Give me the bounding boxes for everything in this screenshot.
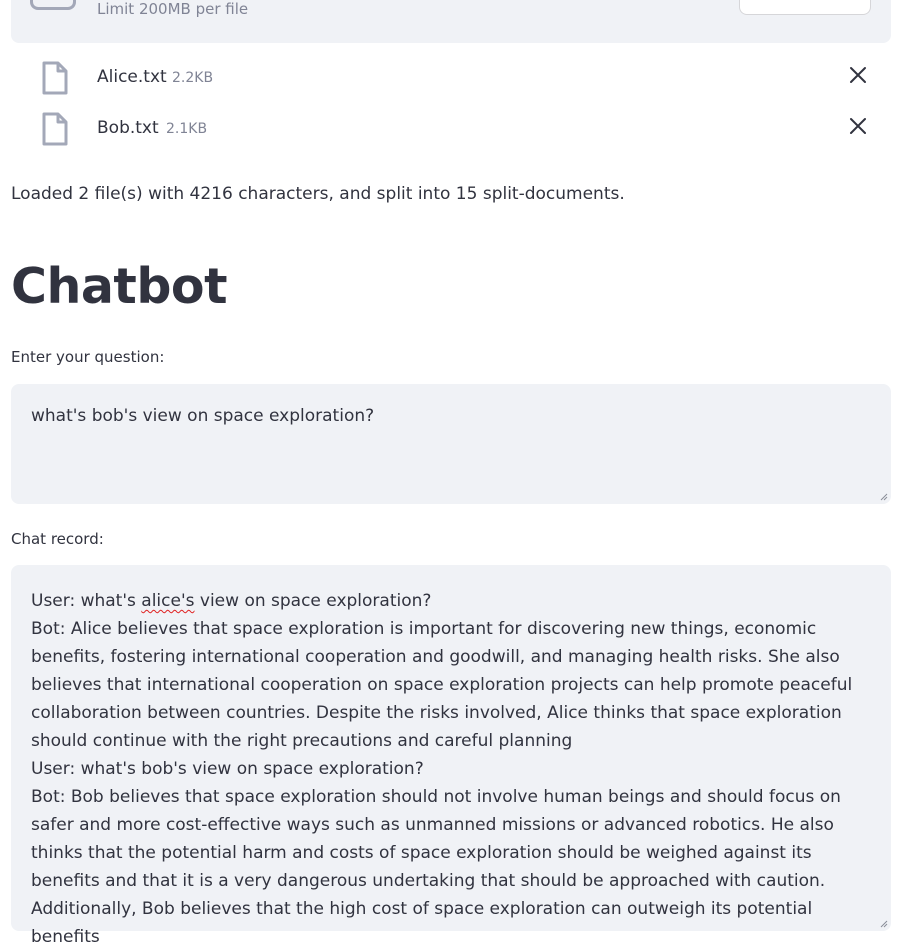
- question-input[interactable]: [11, 384, 891, 504]
- question-label: Enter your question:: [11, 348, 165, 366]
- file-size: 2.2KB: [172, 70, 214, 86]
- resize-handle-icon[interactable]: [880, 920, 888, 928]
- uploaded-file-row: [11, 57, 891, 101]
- chat-line-user: User: what's bob's view on space exploration?: [31, 759, 424, 779]
- chat-line-user: User: what's alice's view on space exploration?: [31, 591, 432, 611]
- file-icon: [41, 112, 69, 150]
- uploaded-file-row: [11, 108, 891, 152]
- file-name: Alice.txt: [97, 67, 167, 87]
- chat-record-textarea[interactable]: [11, 565, 891, 947]
- question-input-value: what's bob's view on space exploration?: [31, 406, 375, 426]
- chat-line-bot: Bot: Alice believes that space exploration is important for discovering new things, economic benefits, fostering international cooperation and goodwill, and managing health risks. She also believes that international cooperation on space exploration projects can help promote peaceful collaboration between countries. Despite the risks involved, Alice thinks that space exploration should continue with the right precautions and careful planning: [31, 619, 853, 751]
- cloud-upload-icon: [30, 0, 76, 10]
- misspelled-word: alice's: [141, 591, 195, 611]
- file-size: 2.1KB: [166, 121, 208, 137]
- page-title: Chatbot: [11, 258, 227, 315]
- close-icon[interactable]: [847, 117, 869, 139]
- file-name: Bob.txt: [97, 118, 159, 138]
- chat-record-label: Chat record:: [11, 530, 104, 548]
- load-status-text: Loaded 2 file(s) with 4216 characters, and split into 15 split-documents.: [11, 184, 625, 204]
- file-icon: [41, 61, 69, 99]
- upload-limit-text: Limit 200MB per file: [97, 0, 249, 18]
- browse-files-button[interactable]: [739, 0, 871, 15]
- file-dropzone[interactable]: [11, 0, 891, 43]
- close-icon[interactable]: [847, 66, 869, 88]
- resize-handle-icon[interactable]: [880, 493, 888, 501]
- chat-line-bot: Bot: Bob believes that space exploration should not involve human beings and should focus on safer and more cost-effective ways such as unmanned missions or advanced robotics. He also thinks that the potential harm and costs of space exploration should be weighed against its benefits and that it is a very dangerous undertaking that should be approached with caution. Additionally, Bob believes that the high cost of space exploration can outweigh its potential benefits: [31, 787, 841, 947]
